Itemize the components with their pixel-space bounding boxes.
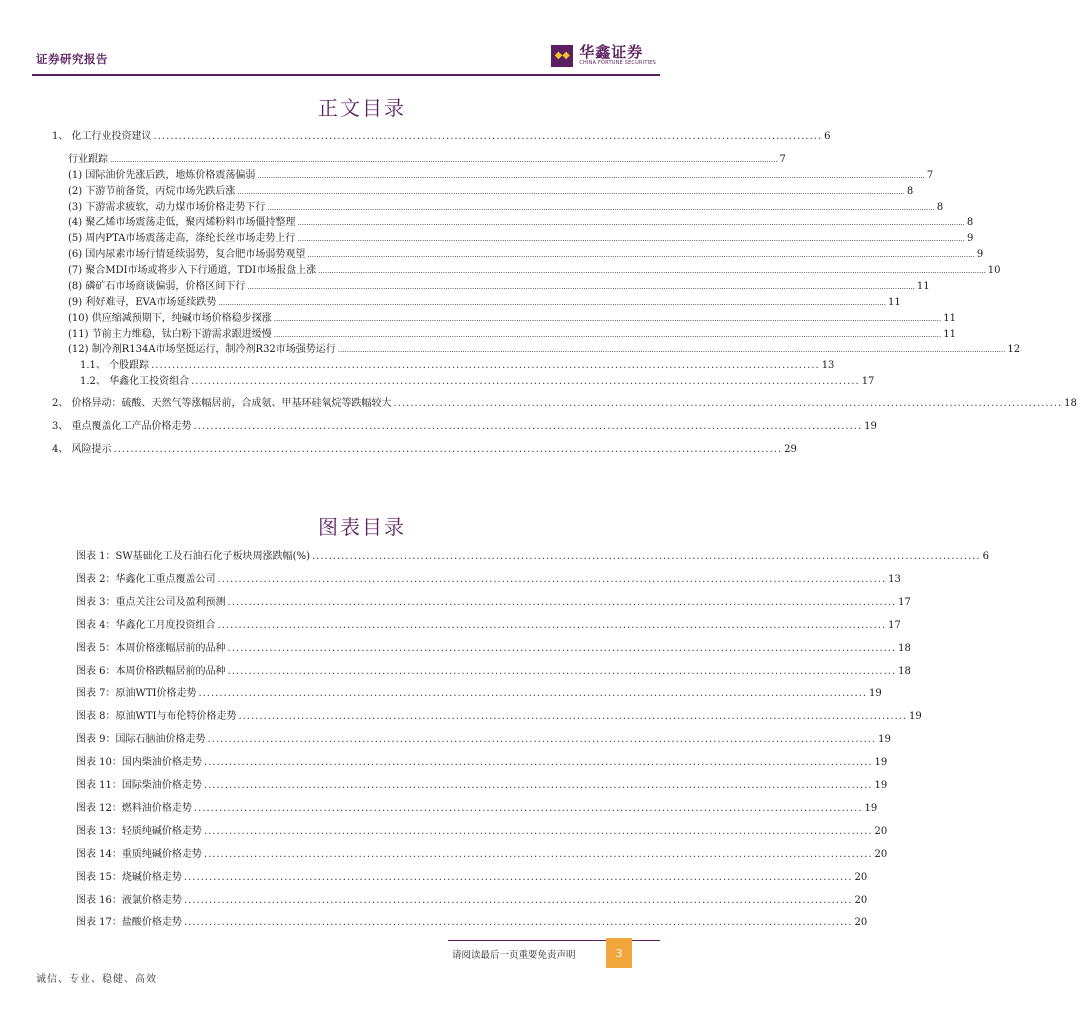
figure-leader-dots: ................................................................................................................................................................ [203,825,873,837]
toc-leader-dots: ................................................................................................................................................................ [193,421,863,432]
figure-entry[interactable] [76,570,901,585]
toc-entry-page: 6 [824,131,831,142]
toc-entry[interactable] [68,340,1021,355]
logo-mark-icon: ◆◆ [551,45,573,67]
toc-entry-label: 1.2、 华鑫化工投资组合 [80,376,190,387]
toc-title: 正文目录 [318,96,406,120]
toc-entry-page: 8 [966,217,974,228]
toc-entry-label: (10) 供应缩减预期下，纯碱市场价格稳步探涨 [68,313,272,324]
toc-entry-label: 1、 化工行业投资建议 [52,131,152,142]
toc-entry-label: (11) 节前主力维稳，钛白粉下游需求跟进缓慢 [68,329,272,340]
figure-leader-dots: ................................................................................................................................................................ [183,871,853,883]
figure-entry-label: 图表 5：本周价格涨幅居前的品种 [76,642,226,654]
toc-entry-label: 行业跟踪 [68,154,108,165]
toc-leader-dots: ............................................................................................................................................................................................................................................................................................................ [318,267,986,275]
toc-leader-dots: ............................................................................................................................................................................................................................................................................................................ [273,331,942,339]
page-number-badge [606,938,632,968]
toc-entry-page: 8 [936,202,944,213]
figure-leader-dots: ................................................................................................................................................................ [207,734,877,746]
toc-leader-dots: ............................................................................................................................................................................................................................................................................................................ [247,283,915,291]
figure-leader-dots: ................................................................................................................................................................ [227,642,897,654]
toc-entry-page: 11 [943,329,956,340]
figure-leader-dots: ................................................................................................................................................................ [227,596,897,608]
figure-entry-page: 20 [874,825,888,837]
figure-entry[interactable] [76,845,888,860]
page-number: 3 [615,946,623,960]
footer-slogan: 诚信、专业、稳健、高效 [36,974,157,985]
toc-entry-page: 9 [976,249,984,260]
toc-leader-dots: ............................................................................................................................................................................................................................................................................................................ [218,299,886,307]
figure-entry-label: 图表 4：华鑫化工月度投资组合 [76,619,216,631]
figure-entry-label: 图表 8：原油WTI与布伦特价格走势 [76,711,237,723]
figure-leader-dots: ................................................................................................................................................................ [217,619,887,631]
figure-entry[interactable] [76,662,911,677]
toc-leader-dots: ................................................................................................................................................................ [191,376,860,387]
figure-entry-page: 19 [878,734,891,746]
toc-entry-page: 29 [784,444,797,455]
toc-entry-label: (2) 下游节前备货，丙烷市场先跌后涨 [68,186,236,197]
toc-leader-dots: ............................................................................................................................................................................................................................................................................................................ [337,346,1006,354]
figure-entry-page: 13 [888,573,901,585]
figure-entry-page: 18 [898,642,911,654]
toc-entry-label: 2、 价格异动：硫酸、天然气等涨幅居前，合成氨、甲基环硅氧烷等跌幅较大 [52,398,392,409]
toc-entry-page: 19 [864,421,877,432]
toc-entry[interactable] [52,440,797,455]
figure-entry-page: 20 [874,848,888,860]
toc-entry[interactable] [68,229,974,244]
toc-entry-page: 11 [943,313,956,324]
figure-entry-label: 图表 16：液氯价格走势 [76,894,182,906]
figure-entry-label: 图表 2：华鑫化工重点覆盖公司 [76,573,216,585]
figure-entry-label: 图表 14：重质纯碱价格走势 [76,848,202,860]
toc-leader-dots: ................................................................................................................................................................ [153,131,823,142]
figure-entry-page: 20 [854,871,868,883]
toc-entry[interactable] [68,245,984,260]
figure-entry-page: 18 [898,665,911,677]
toc-entry-label: (8) 磷矿石市场商谈偏弱，价格区间下行 [68,281,246,292]
figure-entry[interactable] [76,639,911,654]
figure-entry-label: 图表 10：国内柴油价格走势 [76,757,202,769]
toc-entry[interactable] [80,372,875,387]
figure-entry-label: 图表 11：国际柴油价格走势 [76,780,202,791]
toc-entry-page: 17 [861,376,875,387]
toc-entry[interactable] [52,394,1077,409]
figure-entry-page: 19 [909,711,922,723]
toc-leader-dots: ............................................................................................................................................................................................................................................................................................................ [267,204,935,212]
toc-leader-dots: ............................................................................................................................................................................................................................................................................................................ [257,172,925,180]
figure-entry[interactable] [76,891,868,906]
figure-entry-page: 17 [888,619,901,631]
toc-entry-page: 13 [821,360,835,371]
header-divider [32,74,660,76]
toc-entry[interactable] [68,213,974,228]
figure-entry[interactable] [76,547,989,562]
figure-leader-dots: ................................................................................................................................................................ [227,665,897,677]
figure-entry[interactable] [76,730,891,746]
toc-entry-label: 1.1、 个股跟踪 [80,360,150,371]
toc-entry[interactable] [68,198,944,213]
figure-leader-dots: ................................................................................................................................................................ [203,757,873,769]
figure-entry-label: 图表 7：原油WTI价格走势 [76,688,197,700]
toc-leader-dots: ............................................................................................................................................................................................................................................................................................................ [297,235,965,243]
figure-leader-dots: ................................................................................................................................................................ [183,917,853,929]
figure-entry-page: 19 [874,757,888,769]
toc-entry[interactable] [52,417,877,432]
figure-entry-label: 图表 6：本周价格跌幅居前的品种 [76,665,226,677]
toc-leader-dots: ............................................................................................................................................................................................................................................................................................................ [110,156,778,164]
figure-entry-page: 20 [854,917,868,929]
toc-leader-dots: ................................................................................................................................................................ [113,444,783,455]
figure-entry-label: 图表 3：重点关注公司及盈利预测 [76,596,226,608]
toc-entry[interactable] [68,325,956,340]
figure-entry-label: 图表 12：燃料油价格走势 [76,802,192,814]
toc-entry-page: 7 [926,170,934,181]
toc-leader-dots: ................................................................................................................................................................ [151,360,820,371]
figure-entry[interactable] [76,822,888,837]
figure-entry-label: 图表 9：国际石脑油价格走势 [76,734,206,746]
figure-leader-dots: ................................................................................................................................................................ [203,848,873,860]
figure-entry-page: 6 [982,551,989,562]
disclaimer-note: 请阅读最后一页重要免责声明 [452,950,576,961]
figure-entry[interactable] [76,913,868,929]
logo-name-cn: 华鑫证券 [579,43,644,61]
toc-entry[interactable] [52,127,831,142]
figure-leader-dots: ................................................................................................................................................................ [183,894,853,906]
figure-entry[interactable] [76,868,868,883]
figures-title: 图表目录 [318,515,406,539]
company-logo [551,44,656,67]
figure-leader-dots: ................................................................................................................................................................ [198,688,868,700]
figure-entry-page: 19 [874,780,888,791]
toc-leader-dots: ............................................................................................................................................................................................................................................................................................................ [237,188,905,196]
toc-entry-page: 8 [906,186,914,197]
figure-entry[interactable] [76,799,878,814]
toc-entry-page: 11 [916,281,930,292]
toc-entry-label: (6) 国内尿素市场行情延续弱势，复合肥市场弱势观望 [68,249,306,260]
figure-entry[interactable] [76,616,901,631]
toc-entry[interactable] [68,166,934,181]
toc-leader-dots: ................................................................................................................................................................ [393,398,1063,409]
toc-entry-label: (4) 聚乙烯市场震荡走低，聚丙烯粉料市场僵持整理 [68,217,296,228]
toc-entry-label: (3) 下游需求疲软，动力煤市场价格走势下行 [68,202,266,213]
figure-entry-label: 图表 13：轻质纯碱价格走势 [76,825,202,837]
toc-entry[interactable] [68,293,901,308]
toc-entry-label: (7) 聚合MDI市场或将步入下行通道，TDI市场报盘上涨 [68,265,317,276]
figure-entry-page: 17 [898,596,911,608]
toc-entry[interactable] [68,150,786,165]
figure-entry-page: 20 [854,894,868,906]
figure-entry[interactable] [76,776,888,791]
figure-entry[interactable] [76,707,922,723]
toc-entry-label: (5) 周内PTA市场震荡走高，涤纶长丝市场走势上行 [68,233,296,244]
toc-entry[interactable] [68,182,914,197]
figure-leader-dots: ................................................................................................................................................................ [217,573,887,585]
figure-leader-dots: ................................................................................................................................................................ [203,780,873,791]
toc-entry-page: 12 [1007,344,1021,355]
toc-entry-label: 4、 风险提示 [52,444,112,455]
page-header [32,42,660,74]
toc-entry[interactable] [68,261,1001,276]
figure-leader-dots: ................................................................................................................................................................ [193,802,863,814]
toc-entry[interactable] [80,356,835,371]
toc-entry[interactable] [68,309,956,324]
toc-entry-label: (12) 制冷剂R134A市场坚挺运行，制冷剂R32市场强势运行 [68,344,336,355]
logo-name-en: CHINA FORTUNE SECURITIES [579,60,656,66]
figure-entry[interactable] [76,753,888,769]
toc-entry-page: 18 [1064,398,1077,409]
toc-leader-dots: ............................................................................................................................................................................................................................................................................................................ [297,219,965,227]
toc-entry-page: 11 [887,297,901,308]
toc-entry-label: (9) 利好难寻，EVA市场延续跌势 [68,297,217,308]
toc-entry-label: (1) 国际油价先涨后跌，地炼价格震荡偏弱 [68,170,256,181]
toc-entry-label: 3、 重点覆盖化工产品价格走势 [52,421,192,432]
report-type-label: 证券研究报告 [36,52,108,66]
figure-leader-dots: ................................................................................................................................................................ [238,711,908,723]
toc-leader-dots: ............................................................................................................................................................................................................................................................................................................ [307,251,975,259]
toc-entry-page: 9 [966,233,974,244]
toc-entry-page: 7 [779,154,786,165]
figure-entry-label: 图表 15：烧碱价格走势 [76,871,182,883]
figure-entry-page: 19 [864,802,878,814]
figure-entry-page: 19 [869,688,882,700]
figure-entry-label: 图表 17：盐酸价格走势 [76,917,182,929]
figure-entry[interactable] [76,684,882,700]
toc-entry[interactable] [68,277,930,292]
toc-leader-dots: ............................................................................................................................................................................................................................................................................................................ [273,315,942,323]
figure-entry[interactable] [76,593,911,608]
figure-entry-label: 图表 1：SW基础化工及石油石化子板块周涨跌幅(%) [76,551,310,562]
figure-leader-dots: ................................................................................................................................................................ [311,551,981,562]
toc-entry-page: 10 [987,265,1001,276]
